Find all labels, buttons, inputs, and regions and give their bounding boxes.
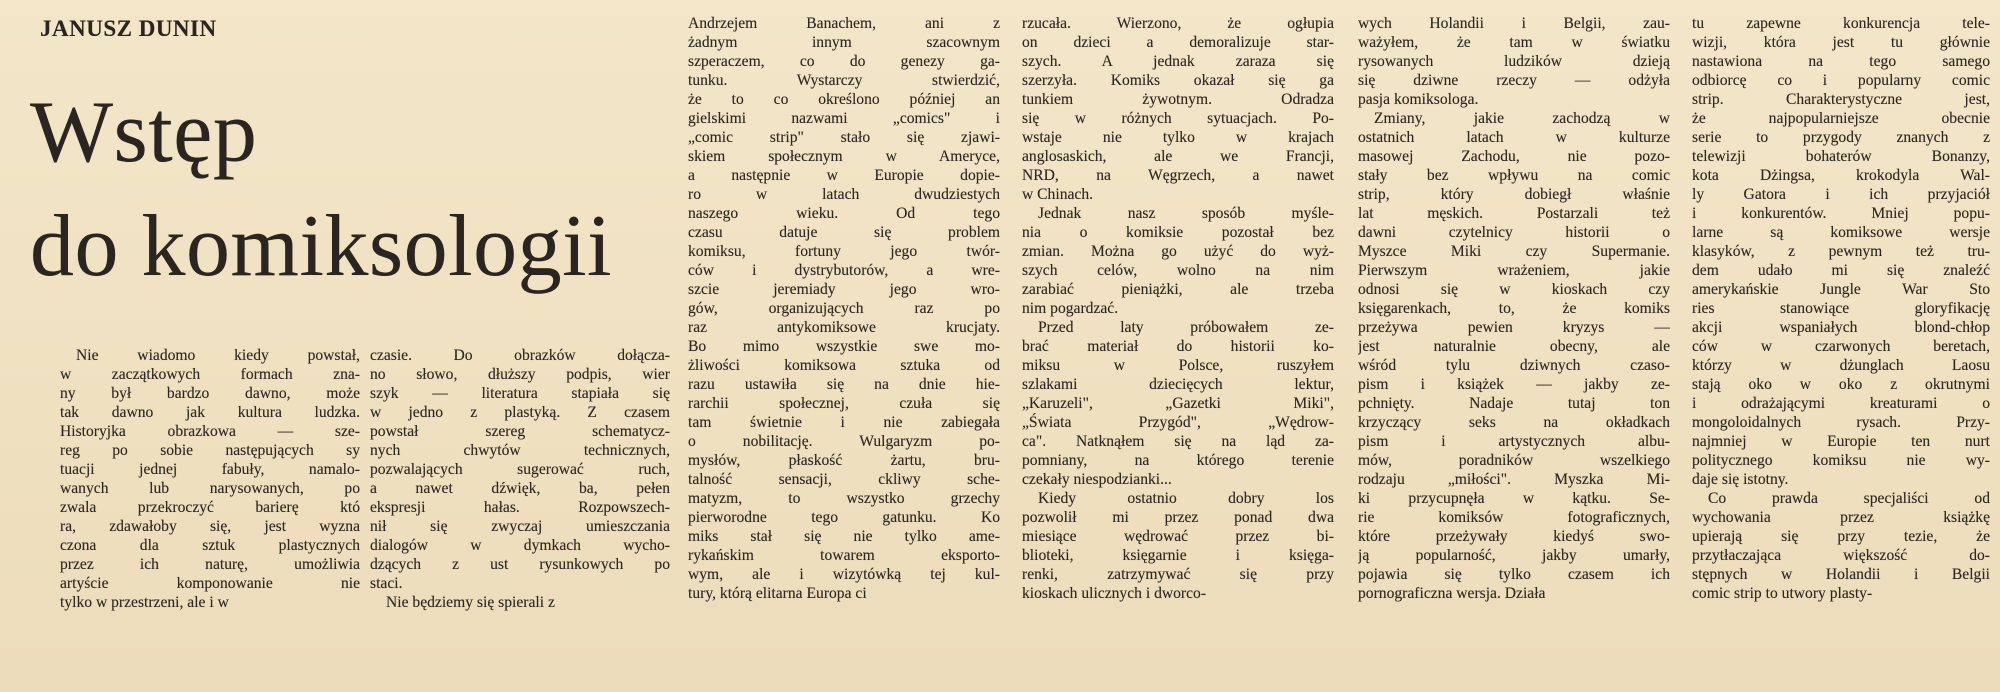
text-line: szcie jeremiady jego wro- (688, 281, 1000, 298)
text-line: tury, którą elitarna Europa ci (688, 585, 867, 602)
text-line: wśród tylu dziwnych czaso- (1358, 357, 1670, 374)
text-line: rykańskim towarem eksporto- (688, 547, 1000, 564)
text-line: najmniej w Europie ten nurt (1692, 433, 1990, 450)
text-line: tunku. Wystarczy stwierdzić, (688, 72, 1000, 89)
text-line: komiksu, fortuny jego twór- (688, 243, 1000, 260)
text-line: staci. (370, 575, 403, 592)
text-line: i konkurentów. Mniej popu- (1692, 205, 1990, 222)
text-line: nastawiona na tego samego (1692, 53, 1990, 70)
text-line: blioteki, księgarnie i księga- (1022, 547, 1334, 564)
text-line: w Chinach. (1022, 186, 1094, 203)
text-line: matyzm, to wszystko grzechy (688, 490, 1000, 507)
text-line: Nie wiadomo kiedy powstał, (76, 347, 360, 364)
text-line: w zaczątkowych formach zna- (60, 366, 360, 383)
text-line: telewizji bohaterów Bonanzy, (1692, 148, 1990, 165)
text-line: Nie będziemy się spierali z (386, 594, 555, 611)
text-line: Zmiany, jakie zachodzą w (1374, 110, 1670, 127)
text-line: talność sensacji, ckliwy sche- (688, 471, 1000, 488)
text-line: czekały niespodzianki... (1022, 471, 1172, 488)
text-line: zarabiać pieniążki, ale trzeba (1022, 281, 1334, 298)
text-line: szerzyła. Komiks okazał się ga (1022, 72, 1334, 89)
text-line: krzyczący seks na okładkach (1358, 414, 1670, 431)
text-line: miksu w Polsce, ruszyłem (1022, 357, 1334, 374)
text-line: kioskach ulicznych i dworco- (1022, 585, 1207, 602)
text-line: artyście komponowanie nie (60, 575, 360, 592)
text-line: się dziwne rzeczy — odżyła (1358, 72, 1670, 89)
text-line: ra, zdawałoby się, jest wyzna (60, 518, 360, 535)
text-column-6 (1692, 14, 1990, 603)
text-line: daje się istotny. (1692, 471, 1789, 488)
text-line: rzucała. Wierzono, że ogłupia (1022, 15, 1334, 32)
text-line: Historyjka obrazkowa — sze- (60, 423, 360, 440)
text-line: się w różnych sytuacjach. Po- (1022, 110, 1334, 127)
text-line: zmian. Można go użyć do wyż- (1022, 243, 1334, 260)
text-line: pism i książek — jakby ze- (1358, 376, 1670, 393)
text-line: NRD, na Węgrzech, a nawet (1022, 167, 1334, 184)
article-title-line-1: Wstęp (30, 84, 258, 181)
text-line: szych. A jednak zaraza się (1022, 53, 1334, 70)
author-byline: JANUSZ DUNIN (40, 16, 217, 41)
text-line: wych Holandii i Belgii, zau- (1358, 15, 1670, 32)
text-line: czasu datuje się problem (688, 224, 1000, 241)
text-line: pism i artystycznych albu- (1358, 433, 1670, 450)
text-line: „comic strip" stało się zjawi- (688, 129, 1000, 146)
text-line: renki, zatrzymywać się przy (1022, 566, 1334, 583)
text-line: razu ustawiła się na dnie hie- (688, 376, 1000, 393)
text-line: że to co określono później an (688, 91, 1000, 108)
text-line: ro w latach dwudziestych (688, 186, 1000, 203)
text-line: tuacji jednej fabuły, namalo- (60, 461, 360, 478)
text-line: no słowo, dłuższy podpis, wier (370, 366, 670, 383)
article-title-line-2: do komiksologii (30, 198, 612, 295)
text-line: pierworodne tego gatunku. Ko (688, 509, 1000, 526)
text-line: nim pogardzać. (1022, 300, 1119, 317)
text-line: pchnięty. Nadaje tutaj ton (1358, 395, 1670, 412)
text-line: o nobilitację. Wulgaryzm po- (688, 433, 1000, 450)
text-line: tunkiem żywotnym. Odradza (1022, 91, 1334, 108)
text-line: klasyków, z pewnym też tru- (1692, 243, 1990, 260)
text-line: on dzieci a demoralizuje star- (1022, 34, 1334, 51)
text-line: Jednak nasz sposób myśle- (1038, 205, 1334, 222)
text-line: dzących z ust rysunkowych po (370, 556, 670, 573)
text-line: tak dawno jak kultura ludzka. (60, 404, 360, 421)
text-line: stają oko w oko z okrutnymi (1692, 376, 1990, 393)
text-line: szyk — literatura stapiała się (370, 385, 670, 402)
text-line: masowej Zachodu, nie pozo- (1358, 148, 1670, 165)
text-line: nych chwytów technicznych, (370, 442, 670, 459)
text-line: ries stanowiące gloryfikację (1692, 300, 1990, 317)
text-line: ców i dystrybutorów, a wre- (688, 262, 1000, 279)
text-line: rie komiksów fotograficznych, (1358, 509, 1670, 526)
text-line: odbiorcę co i popularny comic (1692, 72, 1990, 89)
text-column-1 (60, 346, 360, 612)
text-line: tylko w przestrzeni, ale i w (60, 594, 229, 611)
text-line: miesiące wędrować przez bi- (1022, 528, 1334, 545)
text-line: które przeżywały kiedyś swo- (1358, 528, 1670, 545)
text-line: akcji wspaniałych blond-chłop (1692, 319, 1990, 336)
text-line: wanych lub narysowanych, po (60, 480, 360, 497)
text-line: którzy w dżunglach Laosu (1692, 357, 1990, 374)
text-line: a następnie w Europie dopie- (688, 167, 1000, 184)
text-line: pozwolił mi przez ponad dwa (1022, 509, 1334, 526)
text-line: mysłów, płaskość żartu, bru- (688, 452, 1000, 469)
text-line: naszego wieku. Od tego (688, 205, 1000, 222)
text-line: ostatnich latach w kulturze (1358, 129, 1670, 146)
text-line: brać materiał do historii ko- (1022, 338, 1334, 355)
text-line: żliwości komiksowa sztuka od (688, 357, 1000, 374)
text-line: i odrażającymi kreaturami o (1692, 395, 1990, 412)
text-line: pojawia się tylko czasem ich (1358, 566, 1670, 583)
text-line: przez ich naturę, umożliwia (60, 556, 360, 573)
text-line: że najpopularniejsze obecnie (1692, 110, 1990, 127)
text-line: szperaczem, co do genezy ga- (688, 53, 1000, 70)
text-line: stały bez wpływu na comic (1358, 167, 1670, 184)
text-line: Przed laty próbowałem ze- (1038, 319, 1334, 336)
text-line: pornograficzna wersja. Działa (1358, 585, 1546, 602)
text-line: dialogów w dymkach wycho- (370, 537, 670, 554)
text-line: a nawet dźwięk, ba, pełen (370, 480, 670, 497)
text-line: nia o komiksie pozostał bez (1022, 224, 1334, 241)
text-line: czona dla sztuk plastycznych (60, 537, 360, 554)
text-line: pozwalających sugerować ruch, (370, 461, 670, 478)
text-line: Co prawda specjaliści od (1708, 490, 1990, 507)
text-line: dem udało mi się znaleźć (1692, 262, 1990, 279)
text-line: serie to przygody znanych z (1692, 129, 1990, 146)
text-line: tam świetnie i nie zabiegała (688, 414, 1000, 431)
text-column-3 (688, 14, 1000, 603)
text-column-5 (1358, 14, 1670, 603)
text-line: mów, poradników wszelkiego (1358, 452, 1670, 469)
text-line: raz antykomiksowe krucjaty. (688, 319, 1000, 336)
text-line: żadnym innym szacownym (688, 34, 1000, 51)
text-line: Pierwszym wrażeniem, jakie (1358, 262, 1670, 279)
text-line: przeżywa pewien kryzys — (1358, 319, 1670, 336)
text-line: gów, organizujących raz po (688, 300, 1000, 317)
text-line: wizji, która jest tu głównie (1692, 34, 1990, 51)
text-line: ców w czarwonych beretach, (1692, 338, 1990, 355)
text-line: wstaje nie tylko w krajach (1022, 129, 1334, 146)
text-line: ny był bardzo dawno, może (60, 385, 360, 402)
text-line: zwala przekroczyć barierę któ (60, 499, 360, 516)
text-line: rarchii społecznej, czuła się (688, 395, 1000, 412)
text-line: wychowania przez książkę (1692, 509, 1990, 526)
text-line: strip. Charakterystyczne jest, (1692, 91, 1990, 108)
text-line: „Karuzeli", „Gazetki Miki", (1022, 395, 1334, 412)
text-column-4 (1022, 14, 1334, 603)
text-line: przytłaczająca większość do- (1692, 547, 1990, 564)
text-line: ca". Natknąłem się na ląd za- (1022, 433, 1334, 450)
text-column-2 (370, 346, 670, 612)
text-line: amerykańskie Jungle War Sto (1692, 281, 1990, 298)
text-line: Bo mimo wszystkie swe mo- (688, 338, 1000, 355)
text-line: ją popularność, jakby umarły, (1358, 547, 1670, 564)
text-line: dawni czytelnicy historii o (1358, 224, 1670, 241)
text-line: tu zapewne konkurencja tele- (1692, 15, 1990, 32)
text-line: miks stał się nie tylko ame- (688, 528, 1000, 545)
text-line: ekspresji hałas. Rozpowszech- (370, 499, 670, 516)
text-line: anglosaskich, ale we Francji, (1022, 148, 1334, 165)
text-line: rysowanych ludzików dzieją (1358, 53, 1670, 70)
text-line: larne są komiksowe wersje (1692, 224, 1990, 241)
text-line: Kiedy ostatnio dobry los (1038, 490, 1334, 507)
text-line: pasja komiksologa. (1358, 91, 1479, 108)
text-line: czasie. Do obrazków dołącza- (370, 347, 670, 364)
text-line: ważyłem, że tam w światku (1358, 34, 1670, 51)
text-line: szych celów, wolno na nim (1022, 262, 1334, 279)
text-line: politycznego komiksu nie wy- (1692, 452, 1990, 469)
text-line: kota Dżingsa, krokodyla Wal- (1692, 167, 1990, 184)
text-line: „Świata Przygód", „Wędrow- (1022, 414, 1334, 431)
text-line: Myszce Miki czy Supermanie. (1358, 243, 1670, 260)
text-line: stępnych w Holandii i Belgii (1692, 566, 1990, 583)
text-line: reg po sobie następujących sy (60, 442, 360, 459)
text-line: skiem społecznym w Ameryce, (688, 148, 1000, 165)
text-line: rodzaju „miłości". Myszka Mi- (1358, 471, 1670, 488)
text-line: w jedno z plastyką. Z czasem (370, 404, 670, 421)
text-line: szlakami dziecięcych lektur, (1022, 376, 1334, 393)
text-line: ki przycupnęła w kątku. Se- (1358, 490, 1670, 507)
article-title (30, 76, 690, 304)
text-line: ly Gatora i ich przyjaciół (1692, 186, 1990, 203)
text-line: wym, ale i wizytówką tej kul- (688, 566, 1000, 583)
text-line: gielskimi nazwami „comics" i (688, 110, 1000, 127)
text-line: Andrzejem Banachem, ani z (688, 15, 1000, 32)
text-line: strip, który dobiegł właśnie (1358, 186, 1670, 203)
text-line: pomniany, na którego terenie (1022, 452, 1334, 469)
text-line: jest naturalnie obecny, ale (1358, 338, 1670, 355)
text-line: księgarenkach, to, że komiks (1358, 300, 1670, 317)
text-line: odnosi się w kioskach czy (1358, 281, 1670, 298)
text-line: powstał szereg schematycz- (370, 423, 670, 440)
text-line: nił się zwyczaj umieszczania (370, 518, 670, 535)
text-line: upierają się przy tezie, że (1692, 528, 1990, 545)
text-line: comic strip to utwory plasty- (1692, 585, 1873, 602)
text-line: mongoloidalnych rysach. Przy- (1692, 414, 1990, 431)
text-line: lat męskich. Postarzali też (1358, 205, 1670, 222)
